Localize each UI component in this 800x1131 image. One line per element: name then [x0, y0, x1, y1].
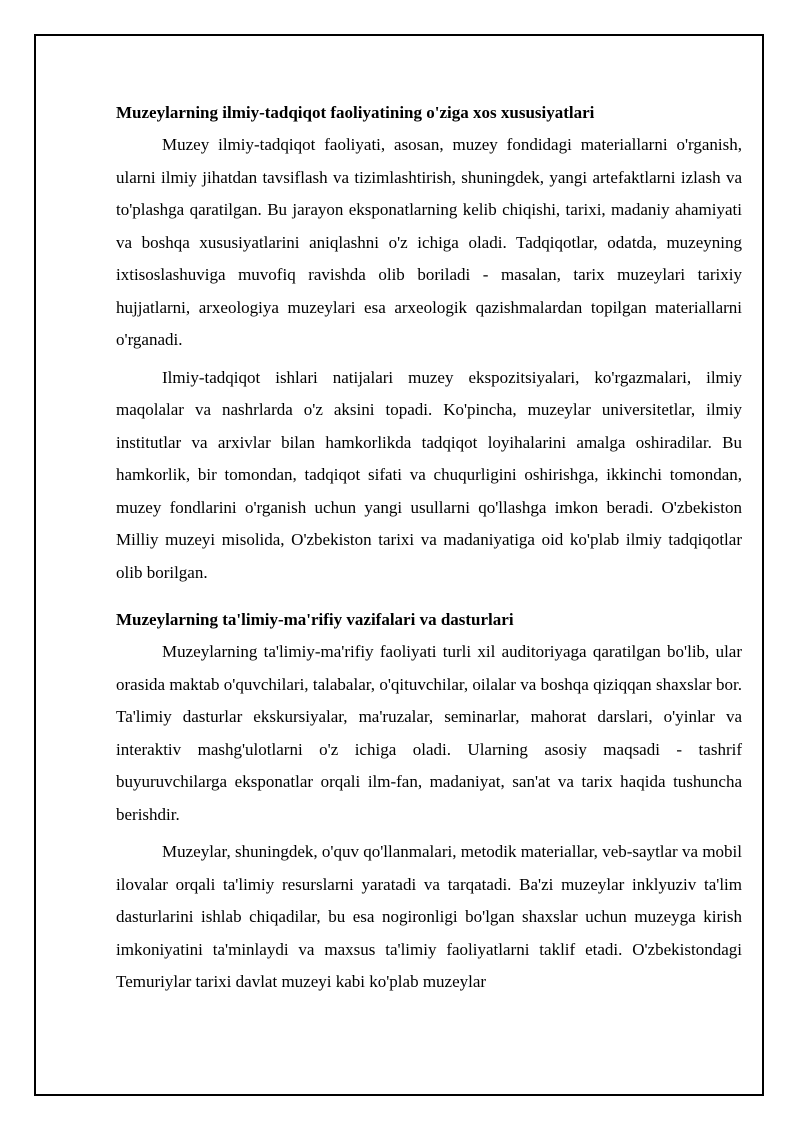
section-heading-education: Muzeylarning ta'limiy-ma'rifiy vazifalari va dasturlari [116, 610, 514, 629]
section-heading-research: Muzeylarning ilmiy-tadqiqot faoliyatining o'ziga xos xususiyatlari [116, 103, 595, 122]
paragraph: Ilmiy-tadqiqot ishlari natijalari muzey ekspozitsiyalari, ko'rgazmalari, ilmiy maqolalar va nashrlarda o'z aksini topadi. Ko'pincha, muzeylar universitetlar, ilmiy institutlar va arxivlar bilan hamkorlikda tadqiqot loyihalarini amalga oshiradilar. Bu hamkorlik, bir tomondan, tadqiqot sifati va chuqurligini oshirishga, ikkinchi tomondan, muzey fondlarini o'rganish uchun yangi usullarni qo'llashga imkon beradi. O'zbekiston Milliy muzeyi misolida, O'zbekiston tarixi va madaniyatiga oid ko'plab ilmiy tadqiqotlar olib borilgan. [116, 367, 742, 582]
paragraph: Muzeylar, shuningdek, o'quv qo'llanmalari, metodik materiallar, veb-saytlar va mobil ilovalar orqali ta'limiy resurslarni yaratadi va tarqatadi. Ba'zi muzeylar inklyuziv ta'lim dasturlarini ishlab chiqadilar, bu esa nogironligi bo'lgan shaxslar uchun muzeyga kirish imkoniyatini ta'minlaydi va maxsus ta'limiy faoliyatlarni taklif etadi. O'zbekistondagi Temuriylar tarixi davlat muzeyi kabi ko'plab muzeylar [116, 842, 742, 991]
document-body [116, 97, 742, 1004]
paragraph: Muzey ilmiy-tadqiqot faoliyati, asosan, muzey fondidagi materiallarni o'rganish, ularni ilmiy jihatdan tavsiflash va tizimlashtirish, shuningdek, yangi artefaktlarni izlash va to'plashga qaratilgan. Bu jarayon eksponatlarning kelib chiqishi, tarixi, madaniy ahamiyati va boshqa xususiyatlarini aniqlashni o'z ichiga oladi. Tadqiqotlar, odatda, muzeyning ixtisoslashuviga muvofiq ravishda olib boriladi - masalan, tarix muzeylari tarixiy hujjatlarni, arxeologiya muzeylari esa arxeologik qazishmalardan topilgan materiallarni o'rganadi. [116, 135, 742, 349]
paragraph: Muzeylarning ta'limiy-ma'rifiy faoliyati turli xil auditoriyaga qaratilgan bo'lib, ular orasida maktab o'quvchilari, talabalar, o'qituvchilar, oilalar va boshqa qiziqqan shaxslar bor. Ta'limiy dasturlar ekskursiyalar, ma'ruzalar, seminarlar, mahorat darslari, o'yinlar va interaktiv mashg'ulotlarni o'z ichiga oladi. Ularning asosiy maqsadi - tashrif buyuruvchilarga eksponatlar orqali ilm-fan, madaniyat, san'at va tarix haqida tushuncha berishdir. [116, 642, 742, 824]
section-gap [116, 594, 742, 604]
